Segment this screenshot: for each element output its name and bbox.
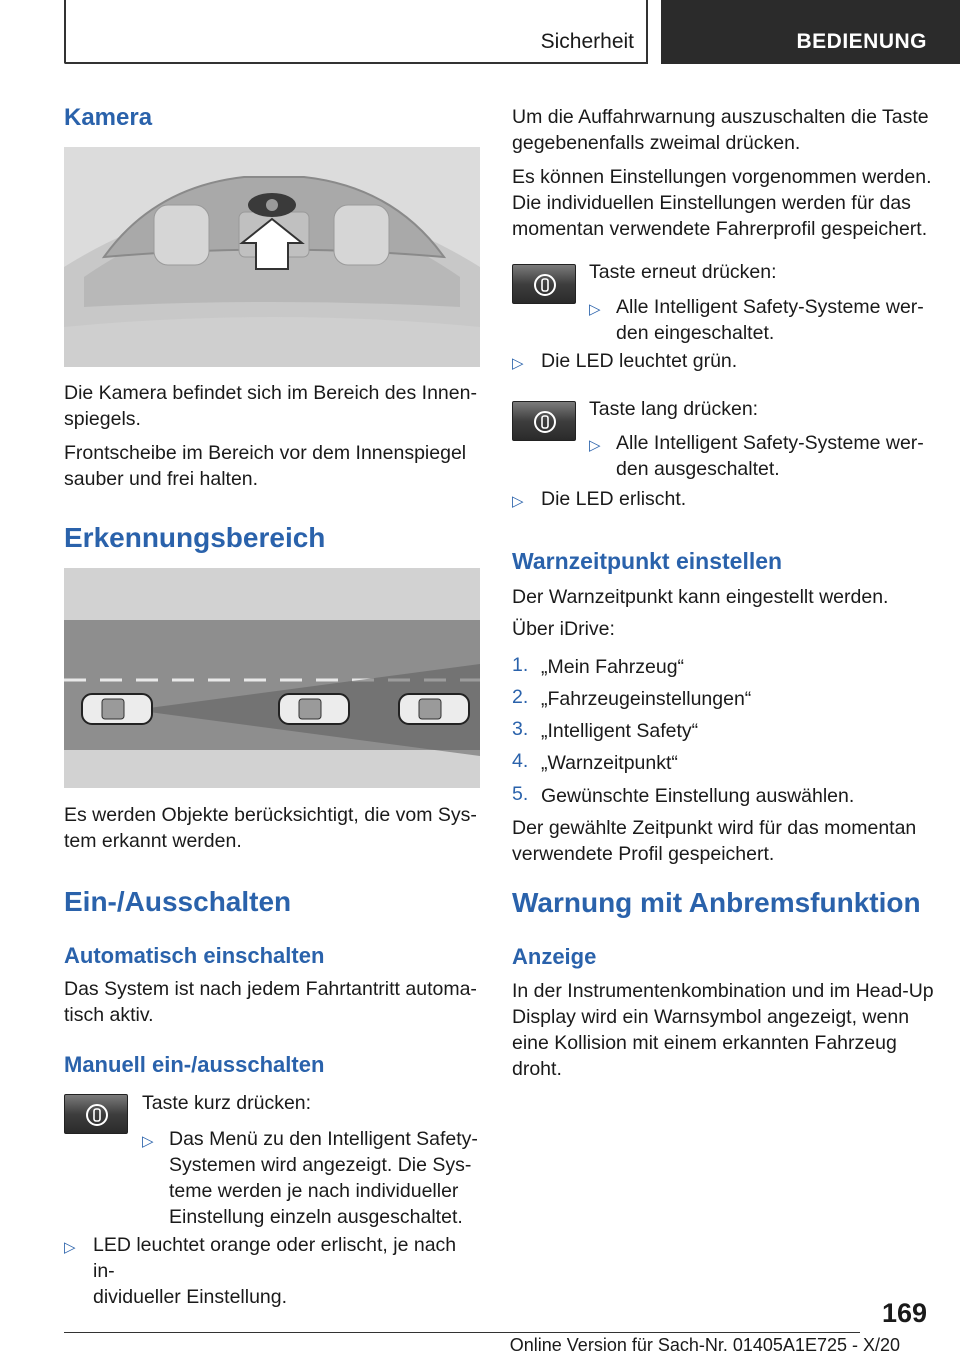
auto-text-line: tisch aktiv.: [64, 1004, 154, 1026]
erneut-item: [616, 294, 936, 346]
auto-text-line: Das System ist nach jedem Fahrtantritt automa-: [64, 978, 477, 1000]
kamera-text-line: spiegels.: [64, 408, 141, 430]
einst-line: Es können Einstellungen vorgenommen werden.: [512, 166, 932, 188]
step-text: „Mein Fahrzeug“: [541, 656, 685, 678]
bullet-icon: ▷: [589, 301, 601, 318]
led-item-line: LED leuchtet orange oder erlischt, je nach in-: [93, 1234, 457, 1282]
step-text: „Fahrzeugeinstellungen“: [541, 688, 752, 710]
lang-label: Taste lang drücken:: [589, 398, 759, 420]
safety-button-icon: [512, 264, 576, 304]
manuell-heading: Manuell ein-/ausschalten: [64, 1052, 325, 1077]
camera-illustration: [64, 147, 480, 367]
bullet-icon: ▷: [142, 1133, 154, 1150]
warnzeit-text: Der Warnzeitpunkt kann eingestellt werden.: [512, 586, 889, 608]
erkennung-description: [64, 802, 484, 854]
erkennung-text-line: tem erkannt werden.: [64, 830, 242, 852]
safety-button-icon: [512, 401, 576, 441]
led-erlischt-text: Die LED erlischt.: [541, 488, 687, 510]
lang-item-line: den ausgeschaltet.: [616, 458, 780, 480]
einst-line: momentan verwendete Fahrerprofil gespeichert.: [512, 218, 928, 240]
safety-button-icon: [64, 1094, 128, 1134]
kamera-text-line: Die Kamera befindet sich im Bereich des Innen-: [64, 382, 477, 404]
header-section-title: Sicherheit: [540, 30, 634, 53]
step-number: 2.: [512, 686, 529, 708]
led-gruen-text: Die LED leuchtet grün.: [541, 350, 738, 372]
step-number: 5.: [512, 783, 529, 805]
warnzeit-heading: Warnzeitpunkt einstellen: [512, 548, 783, 574]
lang-item: [616, 430, 936, 482]
header-chapter-tab: [661, 0, 960, 64]
erneut-item-line: Alle Intelligent Safety-Systeme wer-: [616, 296, 924, 318]
intro-line: Um die Auffahrwarnung auszuschalten die Taste: [512, 106, 929, 128]
kurz-item-line: Das Menü zu den Intelligent Safety-: [169, 1128, 478, 1150]
gespeichert-line: Der gewählte Zeitpunkt wird für das momentan: [512, 817, 917, 839]
right-intro: [512, 104, 932, 242]
erneut-item-line: den eingeschaltet.: [616, 322, 775, 344]
bullet-icon: ▷: [589, 437, 601, 454]
header-chapter-title: BEDIENUNG: [796, 30, 927, 53]
erneut-label: Taste erneut drücken:: [589, 261, 777, 283]
anzeige-line: In der Instrumentenkombination und im Head-Up: [512, 980, 934, 1002]
led-item-line: dividueller Einstellung.: [93, 1286, 288, 1308]
anzeige-line: droht.: [512, 1058, 562, 1080]
anzeige-heading: Anzeige: [512, 944, 597, 969]
erkennungsbereich-heading: Erkennungsbereich: [64, 522, 326, 553]
anzeige-line: Display wird ein Warnsymbol angezeigt, wenn: [512, 1006, 910, 1028]
kamera-text-line: sauber und frei halten.: [64, 468, 259, 490]
led-item: [93, 1232, 483, 1310]
lang-item-line: Alle Intelligent Safety-Systeme wer-: [616, 432, 924, 454]
erkennung-text-line: Es werden Objekte berücksichtigt, die vom Sys-: [64, 804, 477, 826]
anzeige-line: eine Kollision mit einem erkannten Fahrzeug: [512, 1032, 897, 1054]
step-text: Gewünschte Einstellung auswählen.: [541, 785, 855, 807]
anzeige-text: [512, 978, 942, 1082]
header-section-box: [64, 0, 648, 64]
gespeichert-line: verwendete Profil gespeichert.: [512, 843, 775, 865]
kurz-item-line: teme werden je nach individueller: [169, 1180, 459, 1202]
auto-heading: Automatisch einschalten: [64, 943, 325, 968]
footer-divider: [64, 1332, 860, 1333]
bullet-icon: ▷: [512, 355, 524, 372]
kurz-label: Taste kurz drücken:: [142, 1092, 312, 1114]
step-number: 1.: [512, 654, 529, 676]
bullet-icon: ▷: [512, 493, 524, 510]
step-text: „Intelligent Safety“: [541, 720, 699, 742]
step-number: 4.: [512, 750, 529, 772]
kurz-item-line: Systemen wird angezeigt. Die Sys-: [169, 1154, 472, 1176]
step-number: 3.: [512, 718, 529, 740]
footer-online-version: Online Version für Sach-Nr. 01405A1E725 - X/20: [509, 1335, 900, 1355]
auto-description: [64, 976, 484, 1028]
einst-line: Die individuellen Einstellungen werden für das: [512, 192, 911, 214]
bullet-icon: ▷: [64, 1239, 76, 1256]
gespeichert-text: [512, 815, 932, 867]
intro-line: gegebenenfalls zweimal drücken.: [512, 132, 801, 154]
kamera-heading: Kamera: [64, 104, 153, 131]
page-number: 169: [881, 1298, 927, 1328]
step-text: „Warnzeitpunkt“: [541, 752, 678, 774]
kurz-item-line: Einstellung einzeln ausgeschaltet.: [169, 1206, 463, 1228]
kamera-description: [64, 380, 484, 492]
warnung-heading: Warnung mit Anbremsfunktion: [512, 887, 921, 918]
kurz-item: [169, 1126, 489, 1230]
einaus-heading: Ein-/Ausschalten: [64, 886, 292, 917]
detection-range-illustration: [64, 568, 480, 788]
idrive-label: Über iDrive:: [512, 618, 615, 640]
kamera-text-line: Frontscheibe im Bereich vor dem Innenspiegel: [64, 442, 467, 464]
